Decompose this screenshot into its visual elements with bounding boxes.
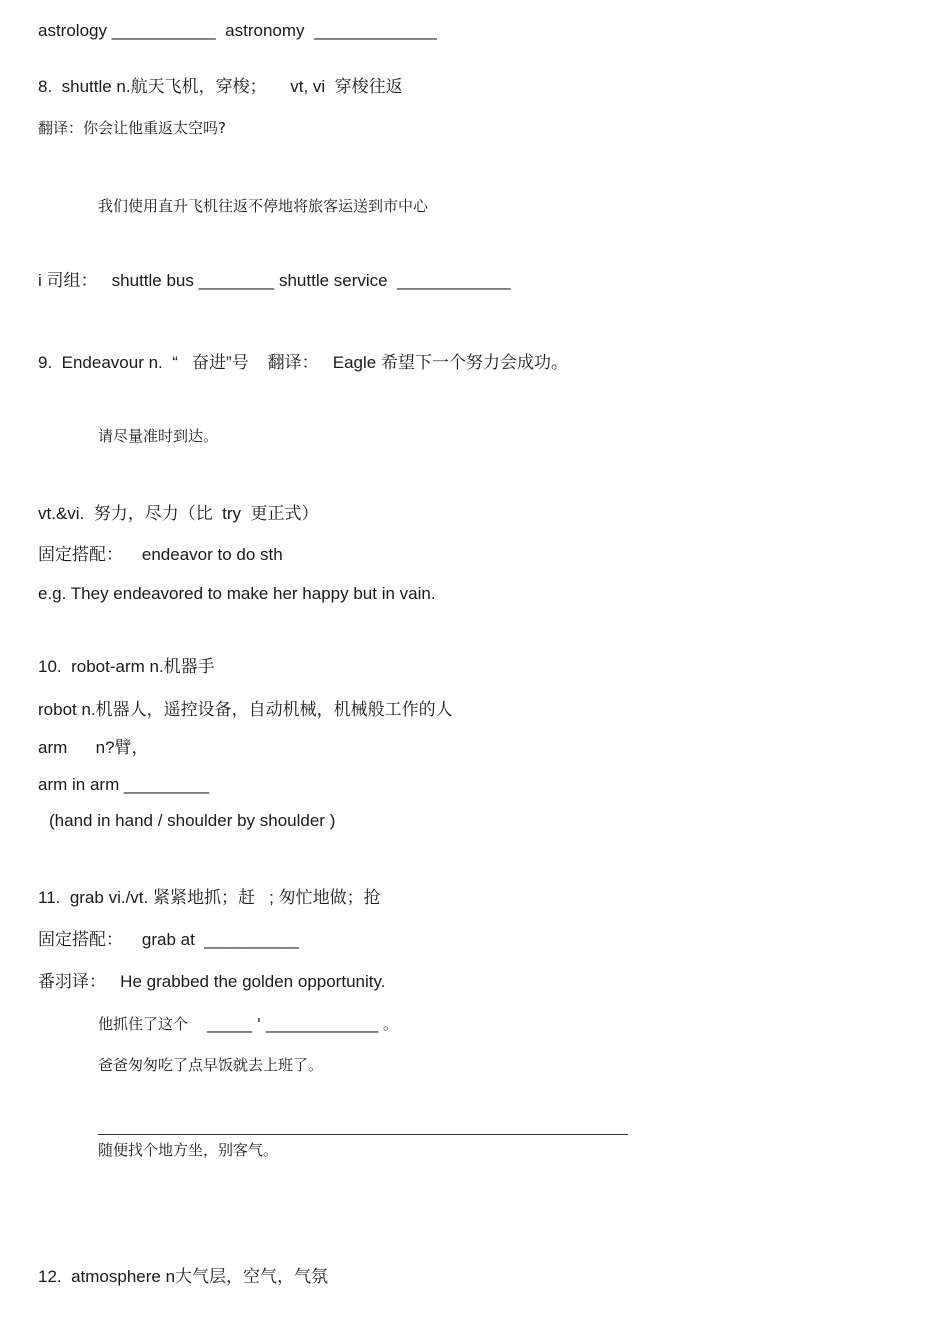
item-11-grab: 11. grab vi./vt. 紧紧地抓；赶 ; 匆忙地做；抢 <box>38 888 381 907</box>
phrases-shuttle: i 司组： shuttle bus ________ shuttle service ____________ <box>38 271 511 290</box>
arm-def: arm n?臂， <box>38 738 149 757</box>
item-10-robot-arm: 10. robot-arm n.机器手 <box>38 657 215 676</box>
item-12-atmosphere: 12. atmosphere n大气层，空气，气氛 <box>38 1267 329 1286</box>
arm-in-arm-synonyms: (hand in hand / shoulder by shoulder ) <box>49 811 336 830</box>
line-astrology-astronomy: astrology ___________ astronomy _____________ <box>38 21 437 40</box>
sentence-grabbed-cn: 他抓住了这个 ______ ' _______________ 。 <box>98 1015 399 1033</box>
sentence-on-time: 请尽量准时到达。 <box>98 427 219 445</box>
translate-grabbed: 番羽译： He grabbed the golden opportunity. <box>38 972 386 991</box>
collocation-grab: 固定搭配： grab at __________ <box>38 930 299 949</box>
sentence-sit-anywhere: 随便找个地方坐，别客气。 <box>98 1141 279 1159</box>
example-endeavored: e.g. They endeavored to make her happy but in vain. <box>38 584 436 603</box>
item-9-endeavour: 9. Endeavour n. “ 奋进”号 翻译： Eagle 希望下一个努力会成功。 <box>38 353 568 372</box>
sentence-helicopter: 我们使用直升飞机往返不停地将旅客运送到市中心 <box>98 197 429 215</box>
robot-def: robot n.机器人，遥控设备，自动机械，机械般工作的人 <box>38 700 453 719</box>
item-8-shuttle: 8. shuttle n.航天飞机，穿梭； vt, vi 穿梭往返 <box>38 77 403 96</box>
collocation-endeavor: 固定搭配： endeavor to do sth <box>38 545 283 564</box>
arm-in-arm: arm in arm _________ <box>38 775 210 794</box>
translate-prompt-shuttle: 翻译：你会让他重返太空吗? <box>38 119 226 137</box>
answer-line <box>98 1134 628 1135</box>
sentence-dad-breakfast: 爸爸匆匆吃了点早饭就去上班了。 <box>98 1056 324 1074</box>
endeavour-verb-def: vt.&vi. 努力，尽力（比 try 更正式） <box>38 504 319 523</box>
